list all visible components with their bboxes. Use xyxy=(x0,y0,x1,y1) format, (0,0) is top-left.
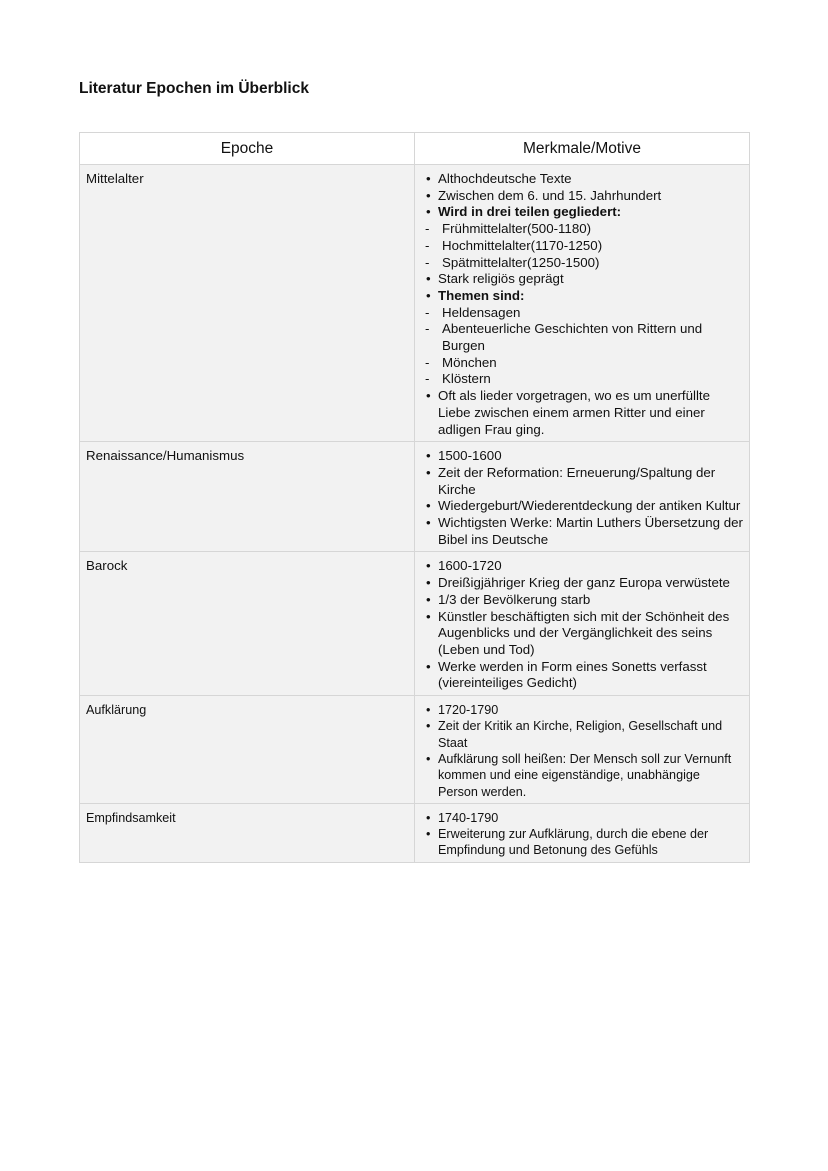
bullet-marker: • xyxy=(426,591,431,607)
list-item xyxy=(421,515,743,548)
list-item-text: Mönchen xyxy=(442,354,497,370)
list-item xyxy=(421,609,743,659)
dash-marker: - xyxy=(425,321,430,337)
list-item xyxy=(421,826,743,859)
bullet-marker: • xyxy=(426,287,431,303)
list-item xyxy=(421,238,743,255)
list-item xyxy=(421,810,743,826)
list-item-text: Zeit der Kritik an Kirche, Religion, Gesellschaft und Staat xyxy=(438,719,723,750)
list-item xyxy=(421,702,743,718)
dash-marker: - xyxy=(425,237,430,253)
list-item-text: Themen sind: xyxy=(438,287,525,303)
list-item-text: Heldensagen xyxy=(442,304,521,320)
list-item xyxy=(421,204,743,221)
bullet-marker: • xyxy=(426,515,431,531)
list-item-text: Zeit der Reformation: Erneuerung/Spaltung der Kirche xyxy=(438,464,716,497)
table-body xyxy=(80,165,750,863)
epoch-name-cell: Renaissance/Humanismus xyxy=(80,442,415,552)
list-item xyxy=(421,575,743,592)
list-item-text: 1740-1790 xyxy=(438,810,499,825)
features-cell xyxy=(415,165,750,442)
features-list xyxy=(421,171,743,438)
list-item xyxy=(421,388,743,438)
list-item-text: 1/3 der Bevölkerung starb xyxy=(438,591,591,607)
bullet-marker: • xyxy=(426,608,431,624)
list-item-text: Künstler beschäftigten sich mit der Schönheit des Augenblicks und der Vergänglichkeit des seins (Leben und Tod) xyxy=(438,608,730,657)
list-item xyxy=(421,448,743,465)
table-header-row xyxy=(80,133,750,165)
epochs-table xyxy=(79,132,750,863)
bullet-marker: • xyxy=(426,388,431,404)
bullet-marker: • xyxy=(426,204,431,220)
bullet-marker: • xyxy=(426,271,431,287)
table-row xyxy=(80,165,750,442)
list-item-text: Zwischen dem 6. und 15. Jahrhundert xyxy=(438,187,662,203)
bullet-marker: • xyxy=(426,464,431,480)
list-item xyxy=(421,465,743,498)
bullet-marker: • xyxy=(426,719,431,734)
list-item-text: Wichtigsten Werke: Martin Luthers Übersetzung der Bibel ins Deutsche xyxy=(438,515,743,547)
list-item xyxy=(421,371,743,388)
features-cell xyxy=(415,696,750,804)
list-item xyxy=(421,321,743,354)
features-cell xyxy=(415,803,750,862)
table-row xyxy=(80,442,750,552)
list-item xyxy=(421,221,743,238)
list-item xyxy=(421,288,743,305)
list-item xyxy=(421,271,743,288)
bullet-marker: • xyxy=(426,703,431,718)
bullet-marker: • xyxy=(426,810,431,825)
features-list xyxy=(421,448,743,548)
epoch-name-cell: Aufklärung xyxy=(80,696,415,804)
list-item xyxy=(421,718,743,751)
epoch-name-cell: Empfindsamkeit xyxy=(80,803,415,862)
bullet-marker: • xyxy=(426,827,431,842)
bullet-marker: • xyxy=(426,498,431,514)
list-item xyxy=(421,498,743,515)
page-title: Literatur Epochen im Überblick xyxy=(79,80,309,97)
list-item-text: 1600-1720 xyxy=(438,558,502,574)
features-list xyxy=(421,558,743,692)
list-item xyxy=(421,558,743,575)
features-list xyxy=(421,702,743,800)
dash-marker: - xyxy=(425,354,430,370)
list-item xyxy=(421,255,743,272)
list-item-text: Klöstern xyxy=(442,371,491,387)
header-features: Merkmale/Motive xyxy=(415,133,750,165)
list-item xyxy=(421,305,743,322)
list-item-text: Hochmittelalter(1170-1250) xyxy=(442,237,603,253)
bullet-marker: • xyxy=(426,575,431,591)
list-item-text: Werke werden in Form eines Sonetts verfasst (viereinteiliges Gedicht) xyxy=(438,658,707,691)
list-item xyxy=(421,751,743,800)
list-item-text: 1720-1790 xyxy=(438,703,499,718)
list-item xyxy=(421,355,743,372)
list-item xyxy=(421,592,743,609)
dash-marker: - xyxy=(425,221,430,237)
header-epoch: Epoche xyxy=(80,133,415,165)
list-item-text: Stark religiös geprägt xyxy=(438,271,564,287)
list-item-text: 1500-1600 xyxy=(438,448,502,464)
list-item-text: Abenteuerliche Geschichten von Rittern und Burgen xyxy=(442,321,703,354)
list-item-text: Wird in drei teilen gegliedert: xyxy=(438,204,622,220)
bullet-marker: • xyxy=(426,171,431,186)
dash-marker: - xyxy=(425,254,430,270)
list-item-text: Aufklärung soll heißen: Der Mensch soll zur Vernunft kommen und eine eigenständige, unabhängige Person werden. xyxy=(438,751,732,799)
list-item-text: Dreißigjähriger Krieg der ganz Europa verwüstete xyxy=(438,575,730,591)
bullet-marker: • xyxy=(426,751,431,766)
epoch-name-cell: Barock xyxy=(80,552,415,696)
dash-marker: - xyxy=(425,371,430,387)
bullet-marker: • xyxy=(426,658,431,674)
epoch-name-cell: Mittelalter xyxy=(80,165,415,442)
features-cell xyxy=(415,442,750,552)
bullet-marker: • xyxy=(426,558,431,574)
list-item-text: Wiedergeburt/Wiederentdeckung der antiken Kultur xyxy=(438,498,741,514)
list-item xyxy=(421,188,743,205)
bullet-marker: • xyxy=(426,448,431,464)
list-item-text: Althochdeutsche Texte xyxy=(438,171,572,186)
features-list xyxy=(421,810,743,859)
table-row xyxy=(80,552,750,696)
list-item xyxy=(421,659,743,692)
dash-marker: - xyxy=(425,304,430,320)
list-item xyxy=(421,171,743,188)
table-row xyxy=(80,696,750,804)
table-row xyxy=(80,803,750,862)
list-item-text: Spätmittelalter(1250-1500) xyxy=(442,254,600,270)
list-item-text: Frühmittelalter(500-1180) xyxy=(442,221,592,237)
list-item-text: Erweiterung zur Aufklärung, durch die ebene der Empfindung und Betonung des Gefühls xyxy=(438,827,709,858)
bullet-marker: • xyxy=(426,187,431,203)
list-item-text: Oft als lieder vorgetragen, wo es um unerfüllte Liebe zwischen einem armen Ritter und einer adligen Frau ging. xyxy=(438,388,710,437)
features-cell xyxy=(415,552,750,696)
